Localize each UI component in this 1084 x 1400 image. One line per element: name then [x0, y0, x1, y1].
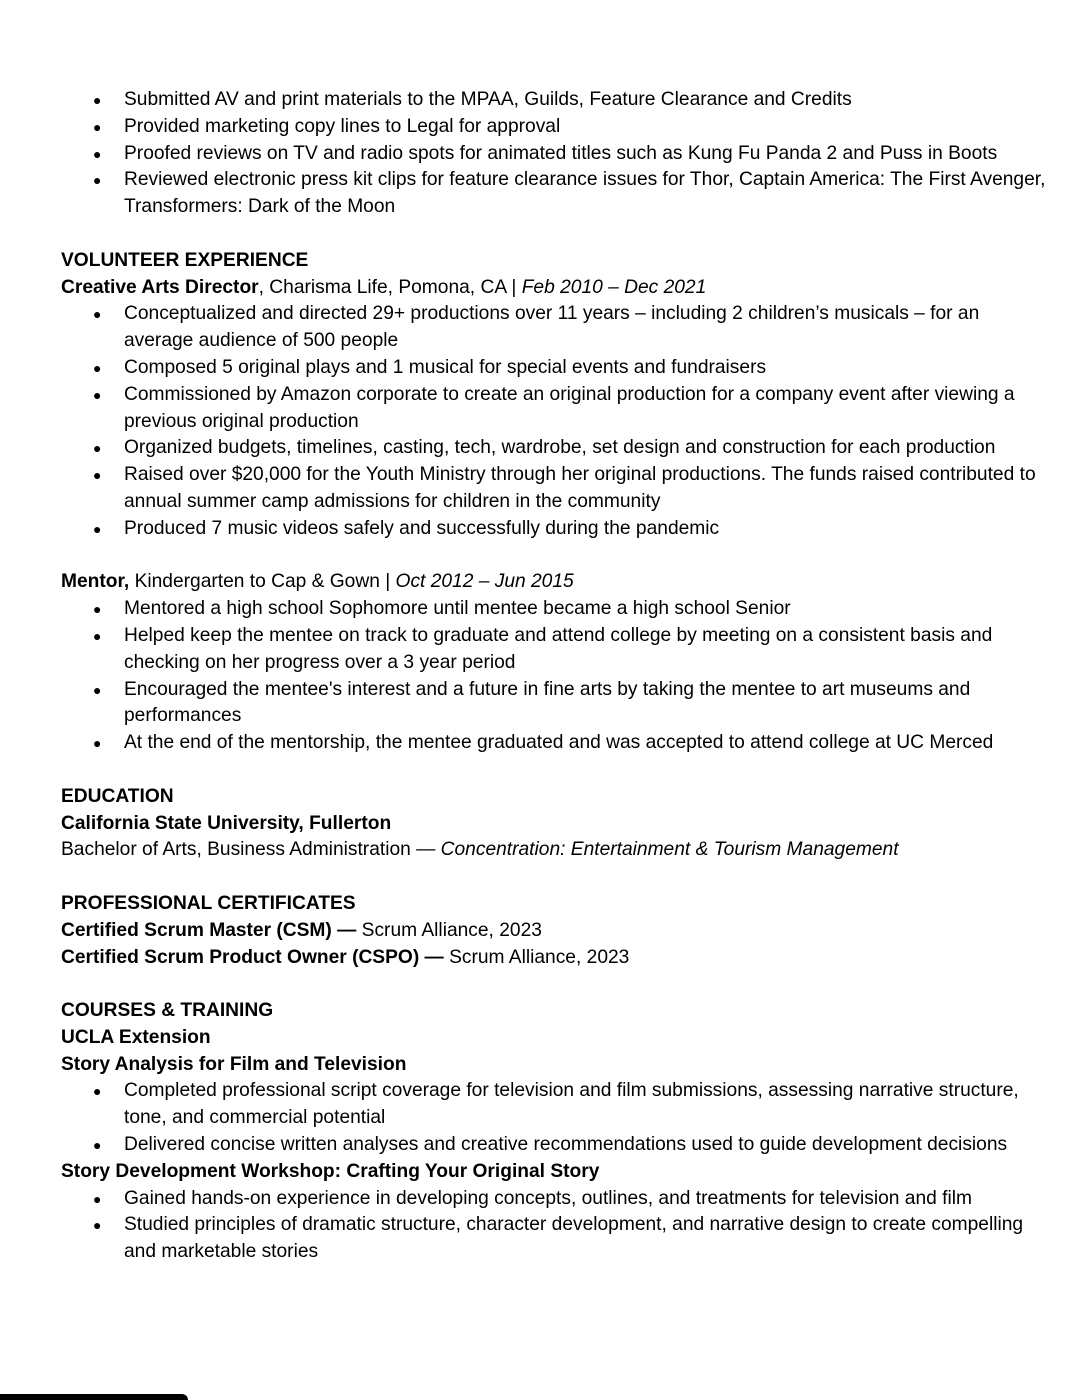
courses-heading: COURSES & TRAINING — [61, 1000, 274, 1022]
education-school: California State University, Fullerton — [61, 812, 392, 834]
experience-bullet-list — [61, 87, 1051, 221]
role-dates: Oct 2012 – Jun 2015 — [395, 571, 574, 593]
certificate-item — [61, 945, 1051, 972]
role-dates: Feb 2010 – Dec 2021 — [521, 276, 707, 298]
role-org: , Charisma Life, Pomona, CA | — [258, 276, 522, 298]
role-org: Kindergarten to Cap & Gown | — [129, 571, 396, 593]
list-item: ● Helped keep the mentee on track to graduate and attend college by meeting on a consistent basis and checking on her progress over a 3 year period — [61, 623, 1051, 677]
resume-page — [61, 87, 1051, 1266]
list-item: ● Submitted AV and print materials to the MPAA, Guilds, Feature Clearance and Credits — [61, 87, 1051, 114]
education-degree-line — [61, 837, 1051, 864]
education-concentration: Concentration: Entertainment & Tourism Management — [440, 839, 899, 861]
list-item: ● Encouraged the mentee's interest and a future in fine arts by taking the mentee to art museums and performances — [61, 677, 1051, 731]
list-item: ● Completed professional script coverage for television and film submissions, assessing narrative structure, tone, and commercial potential — [61, 1078, 1051, 1132]
certificates-heading: PROFESSIONAL CERTIFICATES — [61, 892, 356, 914]
list-item: ● Produced 7 music videos safely and successfully during the pandemic — [61, 516, 1051, 543]
volunteer-heading: VOLUNTEER EXPERIENCE — [61, 249, 309, 271]
list-item: ● Delivered concise written analyses and creative recommendations used to guide development decisions — [61, 1132, 1051, 1159]
list-item: ● Raised over $20,000 for the Youth Ministry through her original productions. The funds raised contributed to annual summer camp admissions for children in the community — [61, 462, 1051, 516]
list-item: ● Reviewed electronic press kit clips for feature clearance issues for Thor, Captain America: The First Avenger, Transformers: Dark of the Moon — [61, 167, 1051, 221]
story-analysis-bullet-list — [61, 1078, 1051, 1158]
list-item: ● Composed 5 original plays and 1 musical for special events and fundraisers — [61, 355, 1051, 382]
bottom-edge-bar — [0, 1394, 188, 1400]
role-title: Mentor, — [61, 571, 130, 593]
list-item: ● Studied principles of dramatic structure, character development, and narrative design to create compelling and marketable stories — [61, 1212, 1051, 1266]
volunteer-role-creative-arts-director — [61, 275, 1051, 302]
list-item: ● Mentored a high school Sophomore until mentee became a high school Senior — [61, 596, 1051, 623]
story-development-bullet-list — [61, 1186, 1051, 1266]
list-item: ● Conceptualized and directed 29+ productions over 11 years – including 2 children’s musicals – for an average audience of 500 people — [61, 301, 1051, 355]
volunteer-role-mentor — [61, 569, 1051, 596]
list-item: ● Commissioned by Amazon corporate to create an original production for a company event after viewing a previous original production — [61, 382, 1051, 436]
certificate-item — [61, 918, 1051, 945]
list-item: ● Provided marketing copy lines to Legal for approval — [61, 114, 1051, 141]
mentor-bullet-list — [61, 596, 1051, 757]
certificate-issuer: Scrum Alliance, 2023 — [356, 919, 542, 941]
certificate-name: Certified Scrum Product Owner (CSPO) — — [61, 946, 444, 968]
course-title: Story Development Workshop: Crafting Your Original Story — [61, 1160, 600, 1182]
certificate-issuer: Scrum Alliance, 2023 — [443, 946, 630, 968]
list-item: ● Gained hands-on experience in developing concepts, outlines, and treatments for television and film — [61, 1186, 1051, 1213]
certificate-name: Certified Scrum Master (CSM) — — [61, 919, 357, 941]
education-degree: Bachelor of Arts, Business Administration — — [61, 839, 441, 861]
education-heading: EDUCATION — [61, 785, 174, 807]
list-item: ● Organized budgets, timelines, casting, tech, wardrobe, set design and construction for each production — [61, 435, 1051, 462]
creative-arts-bullet-list — [61, 301, 1051, 542]
course-title: Story Analysis for Film and Television — [61, 1053, 407, 1075]
list-item: ● Proofed reviews on TV and radio spots for animated titles such as Kung Fu Panda 2 and Puss in Boots — [61, 141, 1051, 168]
course-provider: UCLA Extension — [61, 1026, 211, 1048]
list-item: ● At the end of the mentorship, the mentee graduated and was accepted to attend college at UC Merced — [61, 730, 1051, 757]
role-title: Creative Arts Director — [61, 276, 259, 298]
